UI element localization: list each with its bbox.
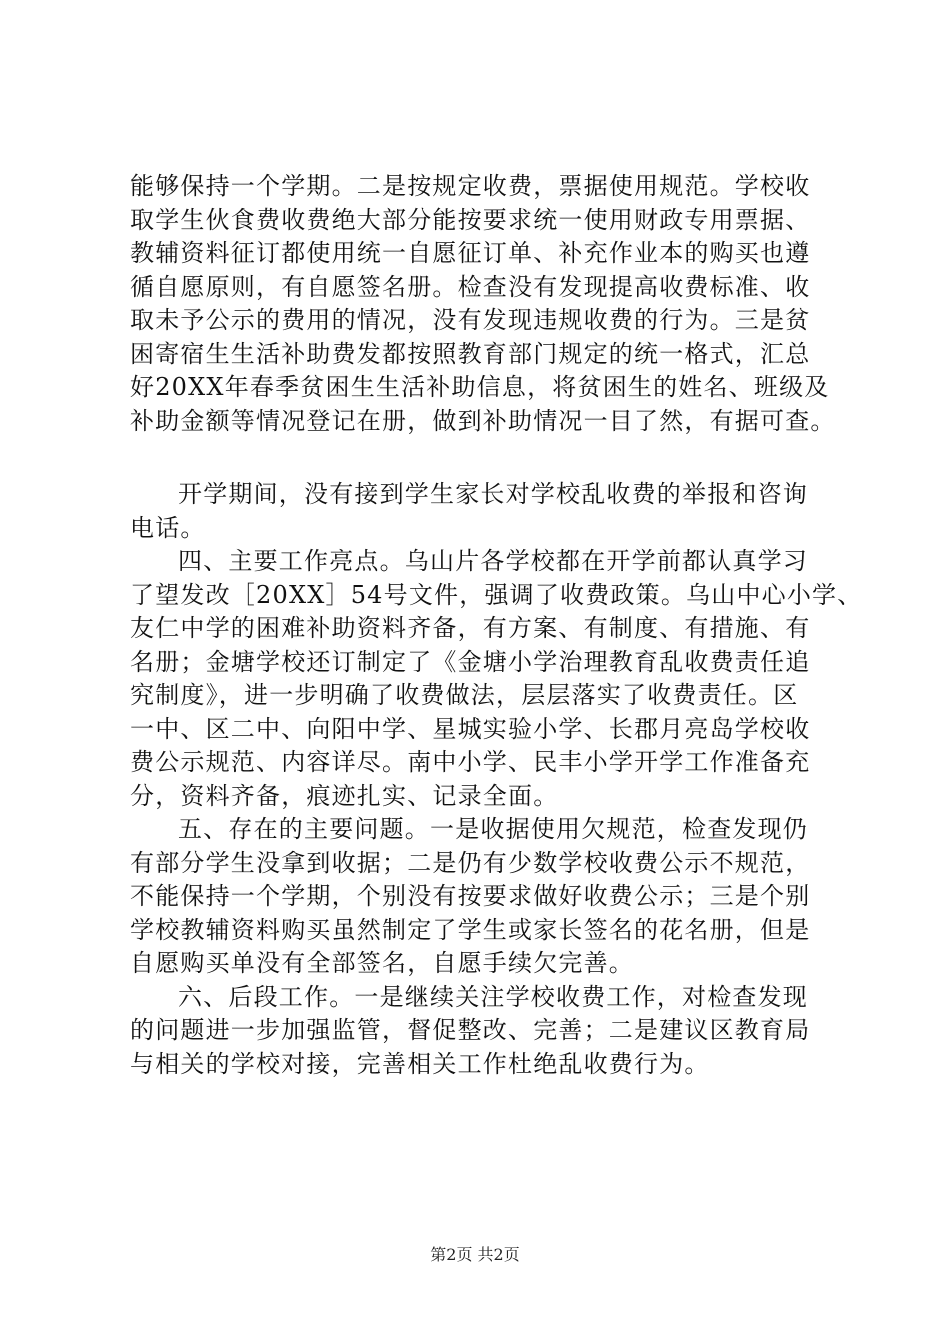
paragraph-line: 取学生伙食费收费绝大部分能按要求统一使用财政专用票据、 [130, 205, 811, 234]
paragraph-line: 一中、区二中、向阳中学、星城实验小学、长郡月亮岛学校收 [130, 714, 811, 743]
paragraph-line: 费公示规范、内容详尽。南中小学、民丰小学开学工作准备充 [130, 748, 811, 776]
paragraph-line: 五、存在的主要问题。一是收据使用欠规范，检查发现仍 [178, 815, 808, 843]
paragraph-line: 四、主要工作亮点。乌山片各学校都在开学前都认真学习 [178, 547, 808, 575]
paragraph-4 [130, 813, 840, 981]
paragraph-line: 分，资料齐备，痕迹扎实、记录全面。 [130, 781, 559, 810]
paragraph-line: 电话。 [130, 513, 206, 542]
paragraph-line: 六、后段工作。一是继续关注学校收费工作，对检查发现 [178, 982, 808, 1011]
paragraph-line: 循自愿原则，有自愿签名册。检查没有发现提高收费标准、收 [130, 272, 811, 301]
paragraph-line: 能够保持一个学期。二是按规定收费，票据使用规范。学校收 [130, 172, 811, 200]
paragraph-line: 教辅资料征订都使用统一自愿征订单、补充作业本的购买也遵 [130, 239, 811, 267]
paragraph-line: 的问题进一步加强监管，督促整改、完善；二是建议区教育局 [130, 1016, 811, 1044]
paragraph-line: 不能保持一个学期，个别没有按要求做好收费公示；三是个别 [130, 882, 811, 910]
paragraph-line: 取未予公示的费用的情况，没有发现违规收费的行为。三是贫 [130, 306, 811, 334]
paragraph-line: 友仁中学的困难补助资料齐备，有方案、有制度、有措施、有 [130, 614, 811, 642]
paragraph-line: 困寄宿生生活补助费发都按照教育部门规定的统一格式，汇总 [130, 339, 811, 368]
paragraph-1 [130, 170, 840, 438]
paragraph-gap [130, 438, 840, 478]
paragraph-line: 名册；金塘学校还订制定了《金塘小学治理教育乱收费责任追 [130, 647, 811, 676]
paragraph-line: 与相关的学校对接，完善相关工作杜绝乱收费行为。 [130, 1049, 710, 1078]
paragraph-line: 好20XX年春季贫困生生活补助信息，将贫困生的姓名、班级及 [130, 373, 830, 401]
paragraph-line: 开学期间，没有接到学生家长对学校乱收费的举报和咨询 [178, 480, 808, 508]
document-body [130, 170, 863, 1081]
paragraph-line: 自愿购买单没有全部签名，自愿手续欠完善。 [130, 949, 634, 977]
paragraph-line: 学校教辅资料购买虽然制定了学生或家长签名的花名册，但是 [130, 915, 811, 944]
paragraph-5 [130, 981, 840, 1082]
paragraph-line: 补助金额等情况登记在册，做到补助情况一目了然，有据可查。 [130, 406, 836, 435]
paragraph-line: 究制度》，进一步明确了收费做法，层层落实了收费责任。区 [130, 681, 799, 709]
paragraph-line: 了望发改［20XX］54号文件，强调了收费政策。乌山中心小学、 [130, 580, 863, 609]
page-number-label: 第2页 共2页 [430, 1245, 520, 1264]
paragraph-line: 有部分学生没拿到收据；二是仍有少数学校收费公示不规范， [130, 848, 811, 877]
paragraph-2 [130, 478, 840, 545]
page-footer [0, 1244, 950, 1266]
paragraph-3 [130, 545, 863, 813]
